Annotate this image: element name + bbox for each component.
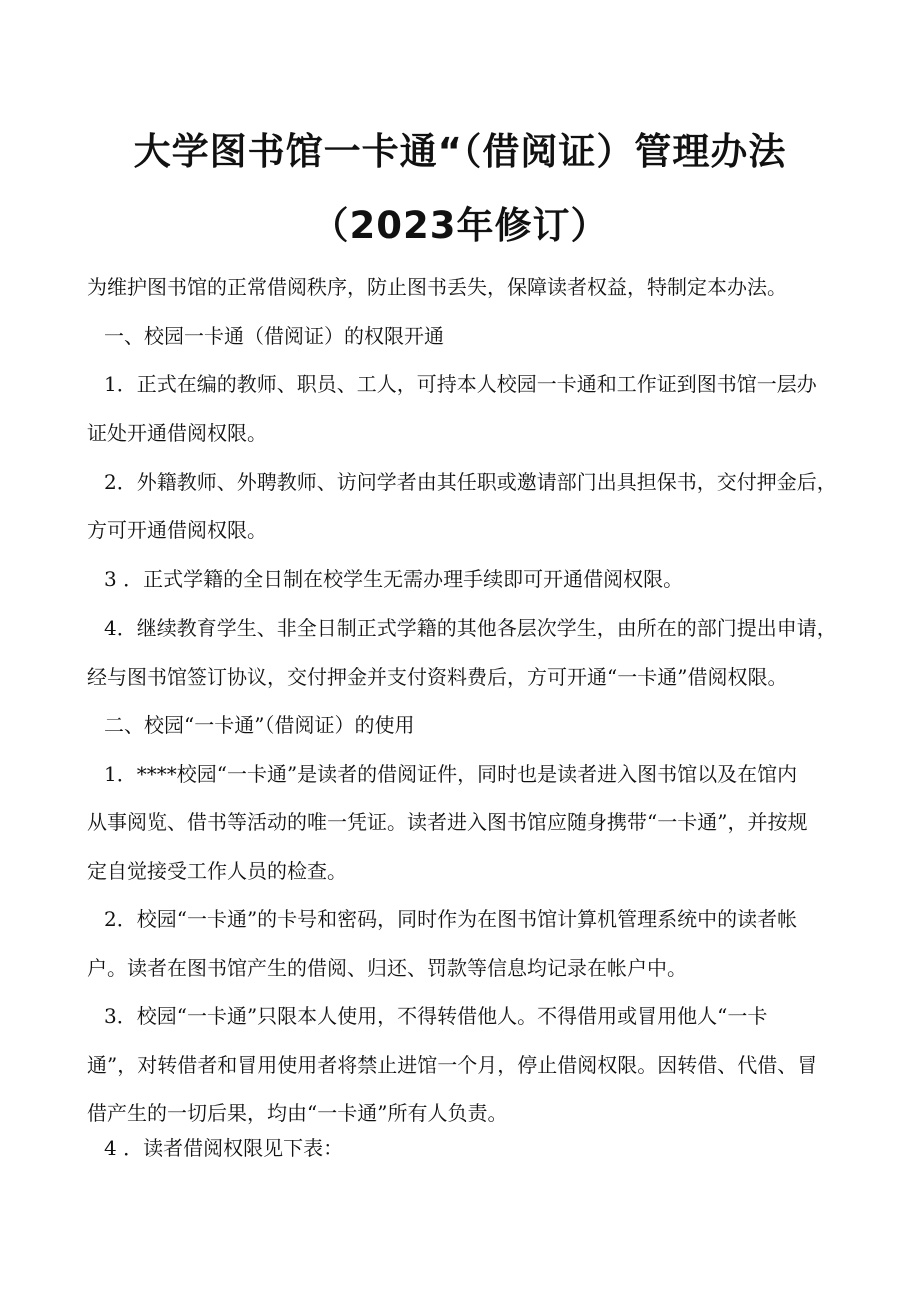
intro-paragraph: 为维护图书馆的正常借阅秩序，防止图书丢失，保障读者权益，特制定本办法。 <box>87 275 787 299</box>
section2-item3-line3: 借产生的一切后果，均由“一卡通”所有人负责。 <box>87 1101 508 1125</box>
section2-item1-line3: 定自觉接受工作人员的检查。 <box>87 859 347 883</box>
section2-item1-line2: 从事阅览、借书等活动的唯一凭证。读者进入图书馆应随身携带“一卡通”，并按规 <box>87 810 808 834</box>
section1-heading: 一、校园一卡通（借阅证）的权限开通 <box>104 324 444 348</box>
section1-item1-line2: 证处开通借阅权限。 <box>87 421 267 445</box>
section1-item2-line1: 2．外籍教师、外聘教师、访问学者由其任职或邀请部门出具担保书，交付押金后， <box>104 470 837 494</box>
section2-item2-line2: 户。读者在图书馆产生的借阅、归还、罚款等信息均记录在帐户中。 <box>87 956 687 980</box>
section1-item4-line1: 4．继续教育学生、非全日制正式学籍的其他各层次学生，由所在的部门提出申请， <box>104 616 837 640</box>
document-subtitle-year: （2023年修订） <box>311 204 609 247</box>
section1-item1-line1: 1．正式在编的教师、职员、工人，可持本人校园一卡通和工作证到图书馆一层办 <box>104 372 817 396</box>
section2-item4-line1: 4 ．读者借阅权限见下表： <box>104 1136 344 1160</box>
section2-heading: 二、校园“一卡通”（借阅证）的使用 <box>104 713 415 737</box>
section1-item3-line1: 3 ．正式学籍的全日制在校学生无需办理手续即可开通借阅权限。 <box>104 567 684 591</box>
section2-item3-line1: 3．校园“一卡通”只限本人使用，不得转借他人。不得借用或冒用他人“一卡 <box>104 1004 768 1028</box>
document-title: 大学图书馆一卡通“（借阅证）管理办法 <box>133 130 787 173</box>
section2-item2-line1: 2．校园“一卡通”的卡号和密码，同时作为在图书馆计算机管理系统中的读者帐 <box>104 907 798 931</box>
section1-item4-line2: 经与图书馆签订协议，交付押金并支付资料费后，方可开通“一卡通”借阅权限。 <box>87 665 788 689</box>
section2-item1-line1: 1．****校园“一卡通”是读者的借阅证件，同时也是读者进入图书馆以及在馆内 <box>104 762 798 786</box>
section2-item3-line2: 通”，对转借者和冒用使用者将禁止进馆一个月，停止借阅权限。因转借、代借、冒 <box>87 1053 818 1077</box>
section1-item2-line2: 方可开通借阅权限。 <box>87 518 267 542</box>
